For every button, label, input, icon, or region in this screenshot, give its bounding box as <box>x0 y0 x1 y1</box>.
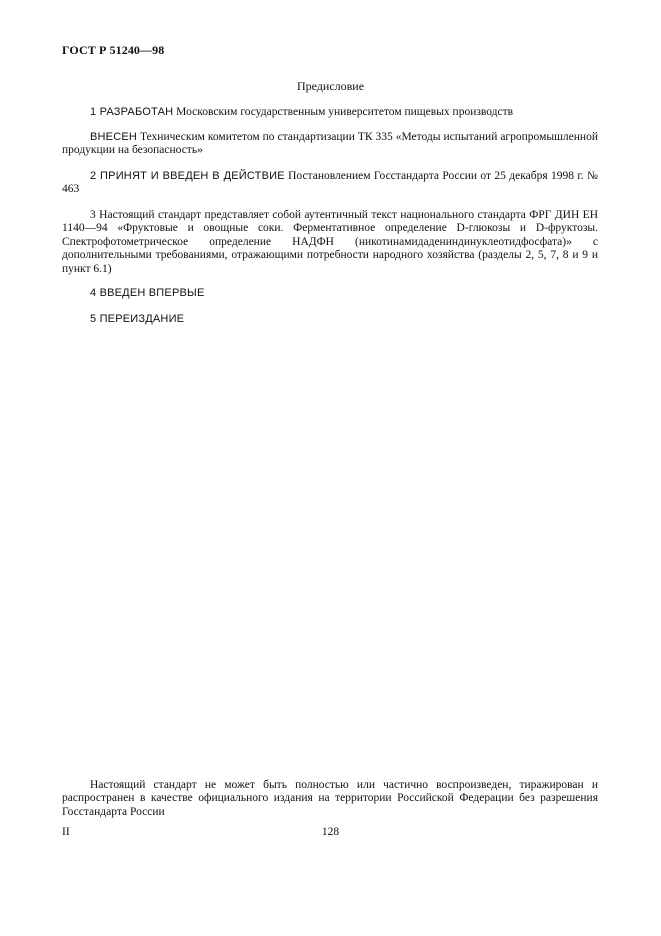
paragraph-lead: 1 РАЗРАБОТАН <box>90 106 174 118</box>
roman-page-number: II <box>62 826 70 838</box>
paragraph-introduced <box>62 131 598 158</box>
paragraph-first-introduced <box>62 287 598 300</box>
page-number: 128 <box>321 826 340 838</box>
paragraph-text: Техническим комитетом по стандартизации ТК 335 «Методы испытаний агропромышленной продукции на безопасность» <box>62 131 598 157</box>
standard-header: ГОСТ Р 51240—98 <box>62 43 165 57</box>
page-title: Предисловие <box>296 79 365 93</box>
paragraph-text: Постановлением Госстандарта России от 25 декабря 1998 г. № 463 <box>62 170 598 196</box>
paragraph-lead: 5 ПЕРЕИЗДАНИЕ <box>90 313 185 325</box>
paragraph-text: 3 Настоящий стандарт представляет собой аутентичный текст национального стандарта ФРГ ДИН ЕН 1140—94 «Фруктовые и овощные соки. Ферментативное определение D-глюкозы и D-фруктозы. Спектрофотометрическое определение НАДФН (никотинамидадениндинуклеотидфосфата)» с дополнительными требованиями, отражающими потребности народного хозяйства (разделы 2, 5, 7, 8 и 9 и пункт 6.1) <box>62 209 598 275</box>
paragraph-adopted <box>62 170 598 197</box>
paragraph-developed <box>62 106 598 119</box>
paragraph-lead: 4 ВВЕДЕН ВПЕРВЫЕ <box>90 287 205 299</box>
paragraph-reissue <box>62 313 598 326</box>
copyright-notice: Настоящий стандарт не может быть полностью или частично воспроизведен, тиражирован и распространен в качестве официального издания на территории Российской Федерации без разрешения Госстандарта России <box>62 779 598 818</box>
paragraph-lead: ВНЕСЕН <box>90 131 138 143</box>
paragraph-authentic-text <box>62 209 598 276</box>
paragraph-text: Московским государственным университетом пищевых производств <box>173 106 514 118</box>
paragraph-lead: 2 ПРИНЯТ И ВВЕДЕН В ДЕЙСТВИЕ <box>90 170 285 182</box>
